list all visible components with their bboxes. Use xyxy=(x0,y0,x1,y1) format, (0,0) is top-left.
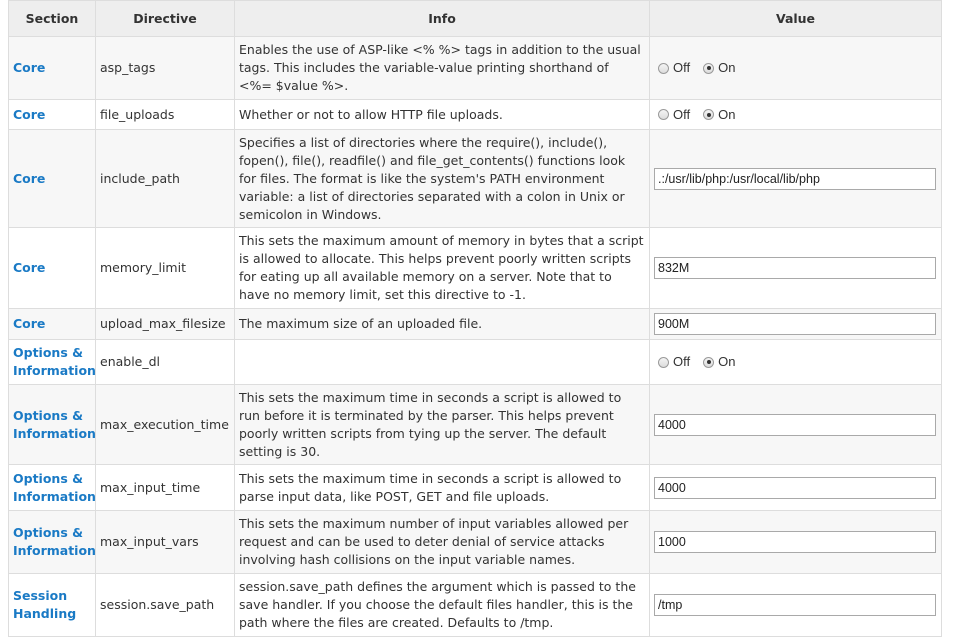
info-cell: This sets the maximum number of input variables allowed per request and can be used to deter denial of service attacks involving hash collisions on the input variable names. xyxy=(235,511,650,574)
value-cell xyxy=(650,574,942,637)
enable-dl-off-radio[interactable] xyxy=(658,357,669,368)
file-uploads-radio-group xyxy=(654,106,937,124)
session-save-path-input[interactable] xyxy=(654,594,936,616)
enable-dl-on-radio[interactable] xyxy=(703,357,714,368)
table-row xyxy=(9,228,942,309)
header-info: Info xyxy=(235,1,650,37)
value-cell xyxy=(650,100,942,130)
section-cell: Core xyxy=(9,100,96,130)
value-cell xyxy=(650,37,942,100)
asp-tags-radio-group xyxy=(654,59,937,77)
section-cell: Options & Information xyxy=(9,340,96,385)
max-execution-time-input[interactable] xyxy=(654,414,936,436)
max-input-time-input[interactable] xyxy=(654,477,936,499)
directive-cell: asp_tags xyxy=(96,37,235,100)
table-row xyxy=(9,385,942,465)
directive-cell: enable_dl xyxy=(96,340,235,385)
asp-tags-on-label[interactable]: On xyxy=(718,60,736,75)
info-cell: Specifies a list of directories where the require(), include(), fopen(), file(), readfile() and file_get_contents() functions look for files. The format is like the system's PATH environment variable: a list of directories separated with a colon in Unix or semicolon in Windows. xyxy=(235,130,650,228)
file-uploads-off-label[interactable]: Off xyxy=(673,106,691,122)
file-uploads-on-radio[interactable] xyxy=(703,109,714,120)
value-cell xyxy=(650,511,942,574)
header-row xyxy=(9,1,942,37)
asp-tags-off-radio[interactable] xyxy=(658,63,669,74)
header-section: Section xyxy=(9,1,96,37)
directive-cell: max_input_vars xyxy=(96,511,235,574)
file-uploads-off-radio[interactable] xyxy=(658,109,669,120)
info-cell: Whether or not to allow HTTP file uploads. xyxy=(235,100,650,130)
table-row xyxy=(9,130,942,228)
table-row xyxy=(9,340,942,385)
section-cell: Options & Information xyxy=(9,465,96,511)
section-cell: Core xyxy=(9,228,96,309)
section-cell: Options & Information xyxy=(9,385,96,465)
value-cell xyxy=(650,465,942,511)
table-row xyxy=(9,511,942,574)
table-row xyxy=(9,465,942,511)
value-cell xyxy=(650,309,942,340)
section-cell: Core xyxy=(9,37,96,100)
enable-dl-on-label[interactable]: On xyxy=(718,354,736,369)
asp-tags-off-label[interactable]: Off xyxy=(673,60,691,75)
php-ini-editor-table xyxy=(8,0,942,637)
value-cell xyxy=(650,130,942,228)
section-cell: Core xyxy=(9,309,96,340)
memory-limit-input[interactable] xyxy=(654,257,936,279)
table-row xyxy=(9,100,942,130)
enable-dl-radio-group xyxy=(654,353,937,371)
enable-dl-off-label[interactable]: Off xyxy=(673,354,691,369)
info-cell: session.save_path defines the argument which is passed to the save handler. If you choose the default files handler, this is the path where the files are created. Defaults to /tmp. xyxy=(235,574,650,637)
section-cell: Core xyxy=(9,130,96,228)
section-cell: Session Handling xyxy=(9,574,96,637)
table-row xyxy=(9,37,942,100)
value-cell xyxy=(650,228,942,309)
header-directive: Directive xyxy=(96,1,235,37)
upload-max-filesize-input[interactable] xyxy=(654,313,936,335)
header-value: Value xyxy=(650,1,942,37)
max-input-vars-input[interactable] xyxy=(654,531,936,553)
info-cell: This sets the maximum amount of memory in bytes that a script is allowed to allocate. This helps prevent poorly written scripts for eating up all available memory on a server. Note that to have no memory limit, set this directive to -1. xyxy=(235,228,650,309)
section-cell: Options & Information xyxy=(9,511,96,574)
info-cell: The maximum size of an uploaded file. xyxy=(235,309,650,340)
include-path-input[interactable] xyxy=(654,168,936,190)
directive-cell: session.save_path xyxy=(96,574,235,637)
info-cell: This sets the maximum time in seconds a script is allowed to run before it is terminated by the parser. This helps prevent poorly written scripts from tying up the server. The default setting is 30. xyxy=(235,385,650,465)
directive-cell: max_execution_time xyxy=(96,385,235,465)
directive-cell: memory_limit xyxy=(96,228,235,309)
table-row xyxy=(9,574,942,637)
asp-tags-on-radio[interactable] xyxy=(703,63,714,74)
value-cell xyxy=(650,340,942,385)
table-row xyxy=(9,309,942,340)
file-uploads-on-label[interactable]: On xyxy=(718,106,736,122)
info-cell: This sets the maximum time in seconds a script is allowed to parse input data, like POST, GET and file uploads. xyxy=(235,465,650,511)
directive-cell: include_path xyxy=(96,130,235,228)
directive-cell: upload_max_filesize xyxy=(96,309,235,340)
info-cell xyxy=(235,340,650,385)
directive-cell: max_input_time xyxy=(96,465,235,511)
directive-cell: file_uploads xyxy=(96,100,235,130)
value-cell xyxy=(650,385,942,465)
info-cell: Enables the use of ASP-like <% %> tags in addition to the usual tags. This includes the variable-value printing shorthand of <%= $value %>. xyxy=(235,37,650,100)
